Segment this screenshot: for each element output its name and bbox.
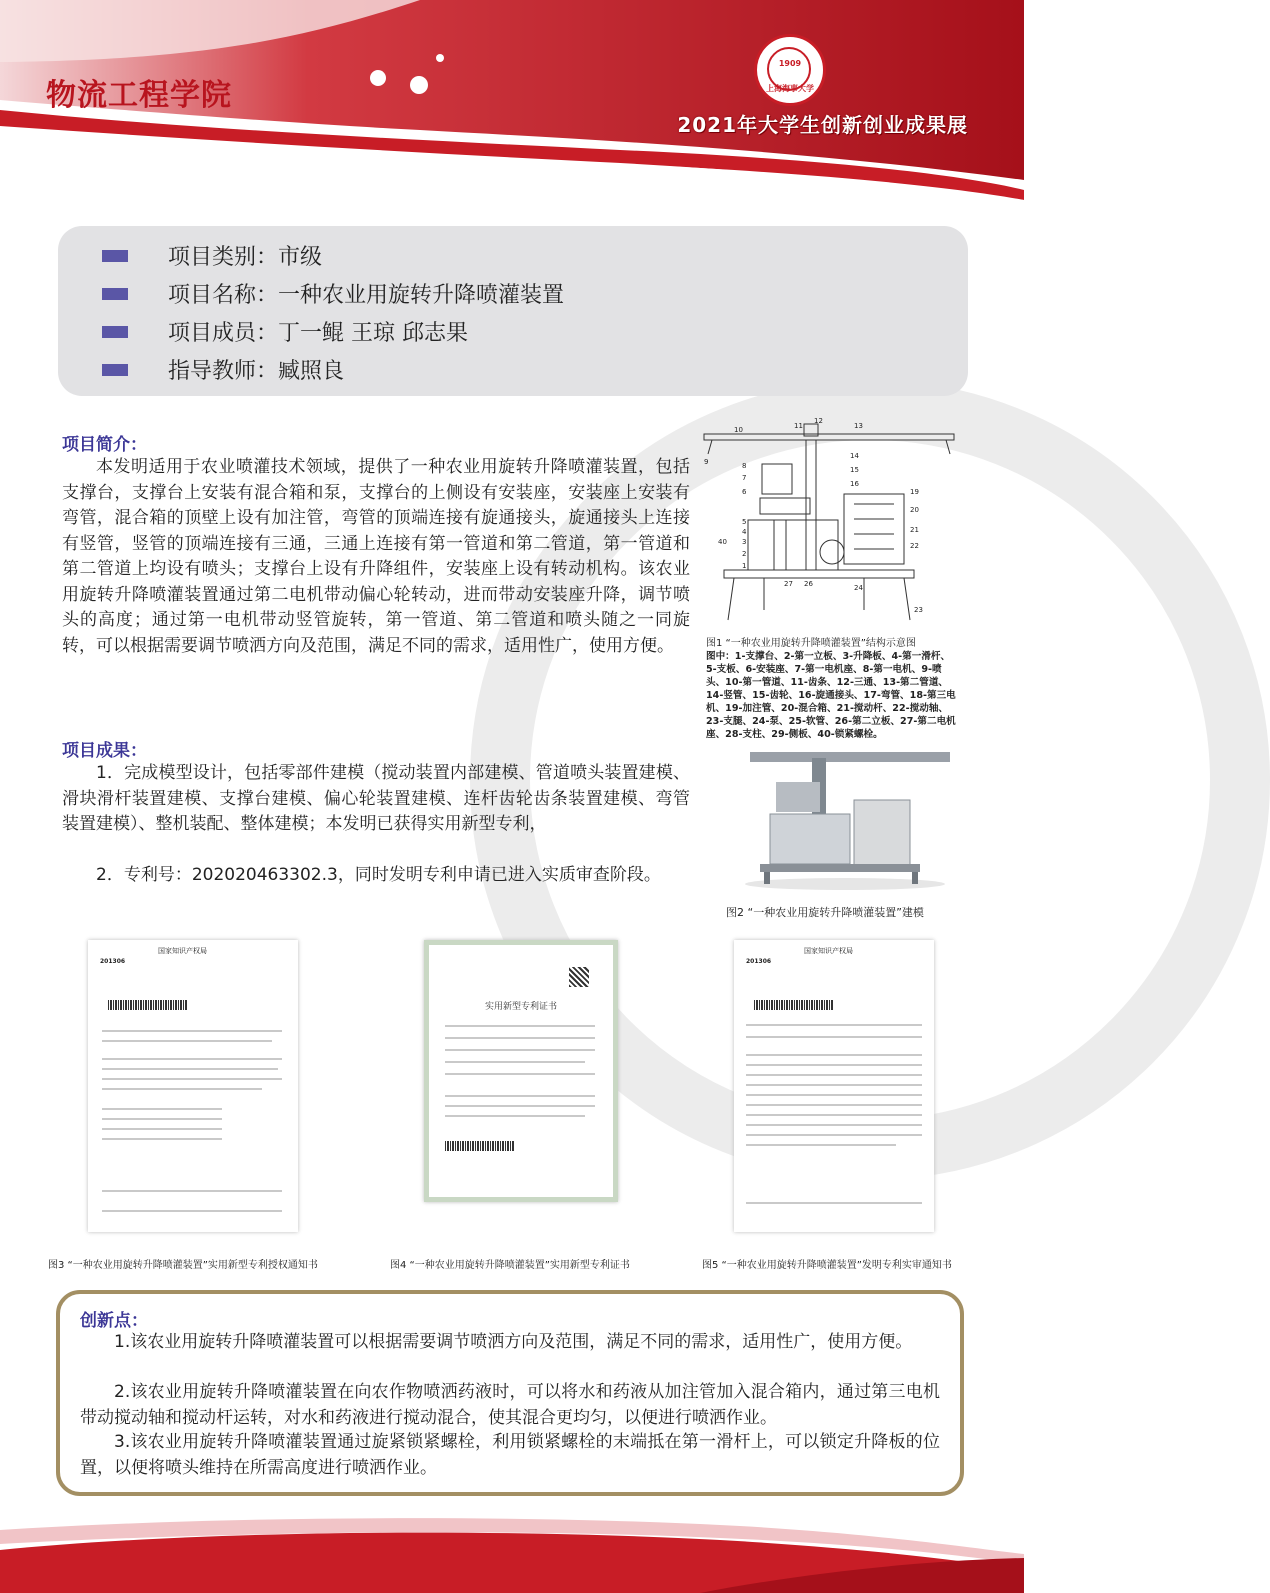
innovation-p2: 2.该农业用旋转升降喷灌装置在向农作物喷洒药液时，可以将水和药液从加注管加入混合箱内，通过第三电机带动搅动轴和搅动杆运转，对水和药液进行搅动混合，使其混合更均匀，以便进行喷洒作业。 (80, 1382, 940, 1428)
svg-text:19: 19 (910, 488, 919, 496)
innovation-p1: 1.该农业用旋转升降喷灌装置可以根据需要调节喷洒方向及范围，满足不同的需求，适用性广，使用方便。 (114, 1332, 913, 1352)
intro-text: 本发明适用于农业喷灌技术领域，提供了一种农业用旋转升降喷灌装置，包括支撑台，支撑台上安装有混合箱和泵，支撑台的上侧设有安装座，安装座上安装有弯管，混合箱的顶壁上设有加注管，弯管的顶端连接有旋通接头，旋通接头上连接有竖管，竖管的顶端连接有三通，三通上连接有第一管道和第二管道，第一管道和第二管道上均设有喷头；支撑台上设有升降组件，安装座上设有转动机构。该农业用旋转升降喷灌装置通过第二电机带动偏心轮转动，进而带动安装座升降，调节喷头的高度；通过第一电机带动竖管旋转，第一管道、第二管道和喷头随之一同旋转，可以根据需要调节喷洒方向及范围，满足不同的需求，适用性广，使用方便。 (62, 457, 690, 656)
svg-text:27: 27 (784, 580, 793, 588)
svg-text:20: 20 (910, 506, 919, 514)
svg-text:8: 8 (742, 462, 747, 470)
svg-text:4: 4 (742, 528, 747, 536)
results-p2: 2．专利号：202020463302.3，同时发明专利申请已进入实质审查阶段。 (96, 865, 661, 885)
results-title: 项目成果： (62, 741, 147, 761)
3d-model-render (730, 742, 960, 892)
fig1-caption: 图1 “一种农业用旋转升降喷灌装置”结构示意图 (706, 638, 916, 649)
svg-text:10: 10 (734, 426, 743, 434)
info-advisor: 指导教师：臧照良 (102, 354, 344, 385)
fig4-caption: 图4 “一种农业用旋转升降喷灌装置”实用新型专利证书 (390, 1260, 630, 1271)
svg-text:16: 16 (850, 480, 859, 488)
svg-text:11: 11 (794, 422, 803, 430)
structure-diagram (704, 417, 954, 624)
info-category: 项目类别：市级 (102, 240, 322, 271)
info-members: 项目成员：丁一鲲 王琼 邱志果 (102, 316, 468, 347)
intro-title: 项目简介： (62, 435, 147, 455)
svg-text:5: 5 (742, 518, 747, 526)
svg-text:22: 22 (910, 542, 919, 550)
svg-text:6: 6 (742, 488, 747, 496)
svg-text:3: 3 (742, 538, 747, 546)
fig2-caption: 图2 “一种农业用旋转升降喷灌装置”建模 (726, 906, 924, 919)
innovation-box (56, 1290, 964, 1496)
innovation-title: 创新点： (80, 1311, 148, 1331)
svg-text:15: 15 (850, 466, 859, 474)
results-p1: 1．完成模型设计，包括零部件建模（搅动装置内部建模、管道喷头装置建模、滑块滑杆装置建模、支撑台建模、偏心轮装置建模、连杆齿轮齿条装置建模、弯管装置建模）、整机装配、整体建模；本发明已获得实用新型专利， (62, 763, 690, 834)
svg-text:12: 12 (814, 417, 823, 425)
svg-text:1: 1 (742, 562, 747, 570)
svg-text:40: 40 (718, 538, 727, 546)
svg-text:23: 23 (914, 606, 923, 614)
fig3-caption: 图3 “一种农业用旋转升降喷灌装置”实用新型专利授权通知书 (48, 1260, 318, 1271)
svg-text:26: 26 (804, 580, 813, 588)
svg-text:7: 7 (742, 474, 747, 482)
expo-title: 2021年大学生创新创业成果展 (677, 113, 968, 137)
info-name: 项目名称：一种农业用旋转升降喷灌装置 (102, 278, 564, 309)
svg-text:2: 2 (742, 550, 747, 558)
university-logo: 1909 上海海事大学 (754, 34, 826, 106)
svg-text:21: 21 (910, 526, 919, 534)
innovation-p3: 3.该农业用旋转升降喷灌装置通过旋紧锁紧螺栓，利用锁紧螺栓的末端抵在第一滑杆上，可以锁定升降板的位置，以便将喷头维持在所需高度进行喷洒作业。 (80, 1432, 940, 1478)
fig5-caption: 图5 “一种农业用旋转升降喷灌装置”发明专利实审通知书 (702, 1260, 952, 1271)
svg-text:24: 24 (854, 584, 863, 592)
svg-text:14: 14 (850, 452, 859, 460)
fig1-legend: 图中：1-支撑台、2-第一立板、3-升降板、4-第一滑杆、5-支板、6-安装座、7-第一电机座、8-第一电机、9-喷头、10-第一管道、11-齿条、12-三通、13-第二管道、14-竖管、15-齿轮、16-旋通接头、17-弯管、18-第三电机、19-加注管、20-混合箱、21-搅动杆、22-搅动轴、23-支腿、24-泵、25-软管、26-第二立板、27-第二电机座、28-支柱、29-侧板、40-锁紧螺栓。 (706, 651, 956, 740)
invention-patent-examination-notice: 国家知识产权局 201306 (734, 940, 934, 1232)
utility-patent-certificate: 实用新型专利证书 (424, 940, 618, 1202)
college-name: 物流工程学院 (46, 78, 232, 113)
svg-text:9: 9 (704, 458, 709, 466)
patent-grant-notice: 国家知识产权局 201306 (88, 940, 298, 1232)
svg-text:13: 13 (854, 422, 863, 430)
project-info-box (58, 226, 968, 396)
footer-banner (0, 1510, 1024, 1593)
